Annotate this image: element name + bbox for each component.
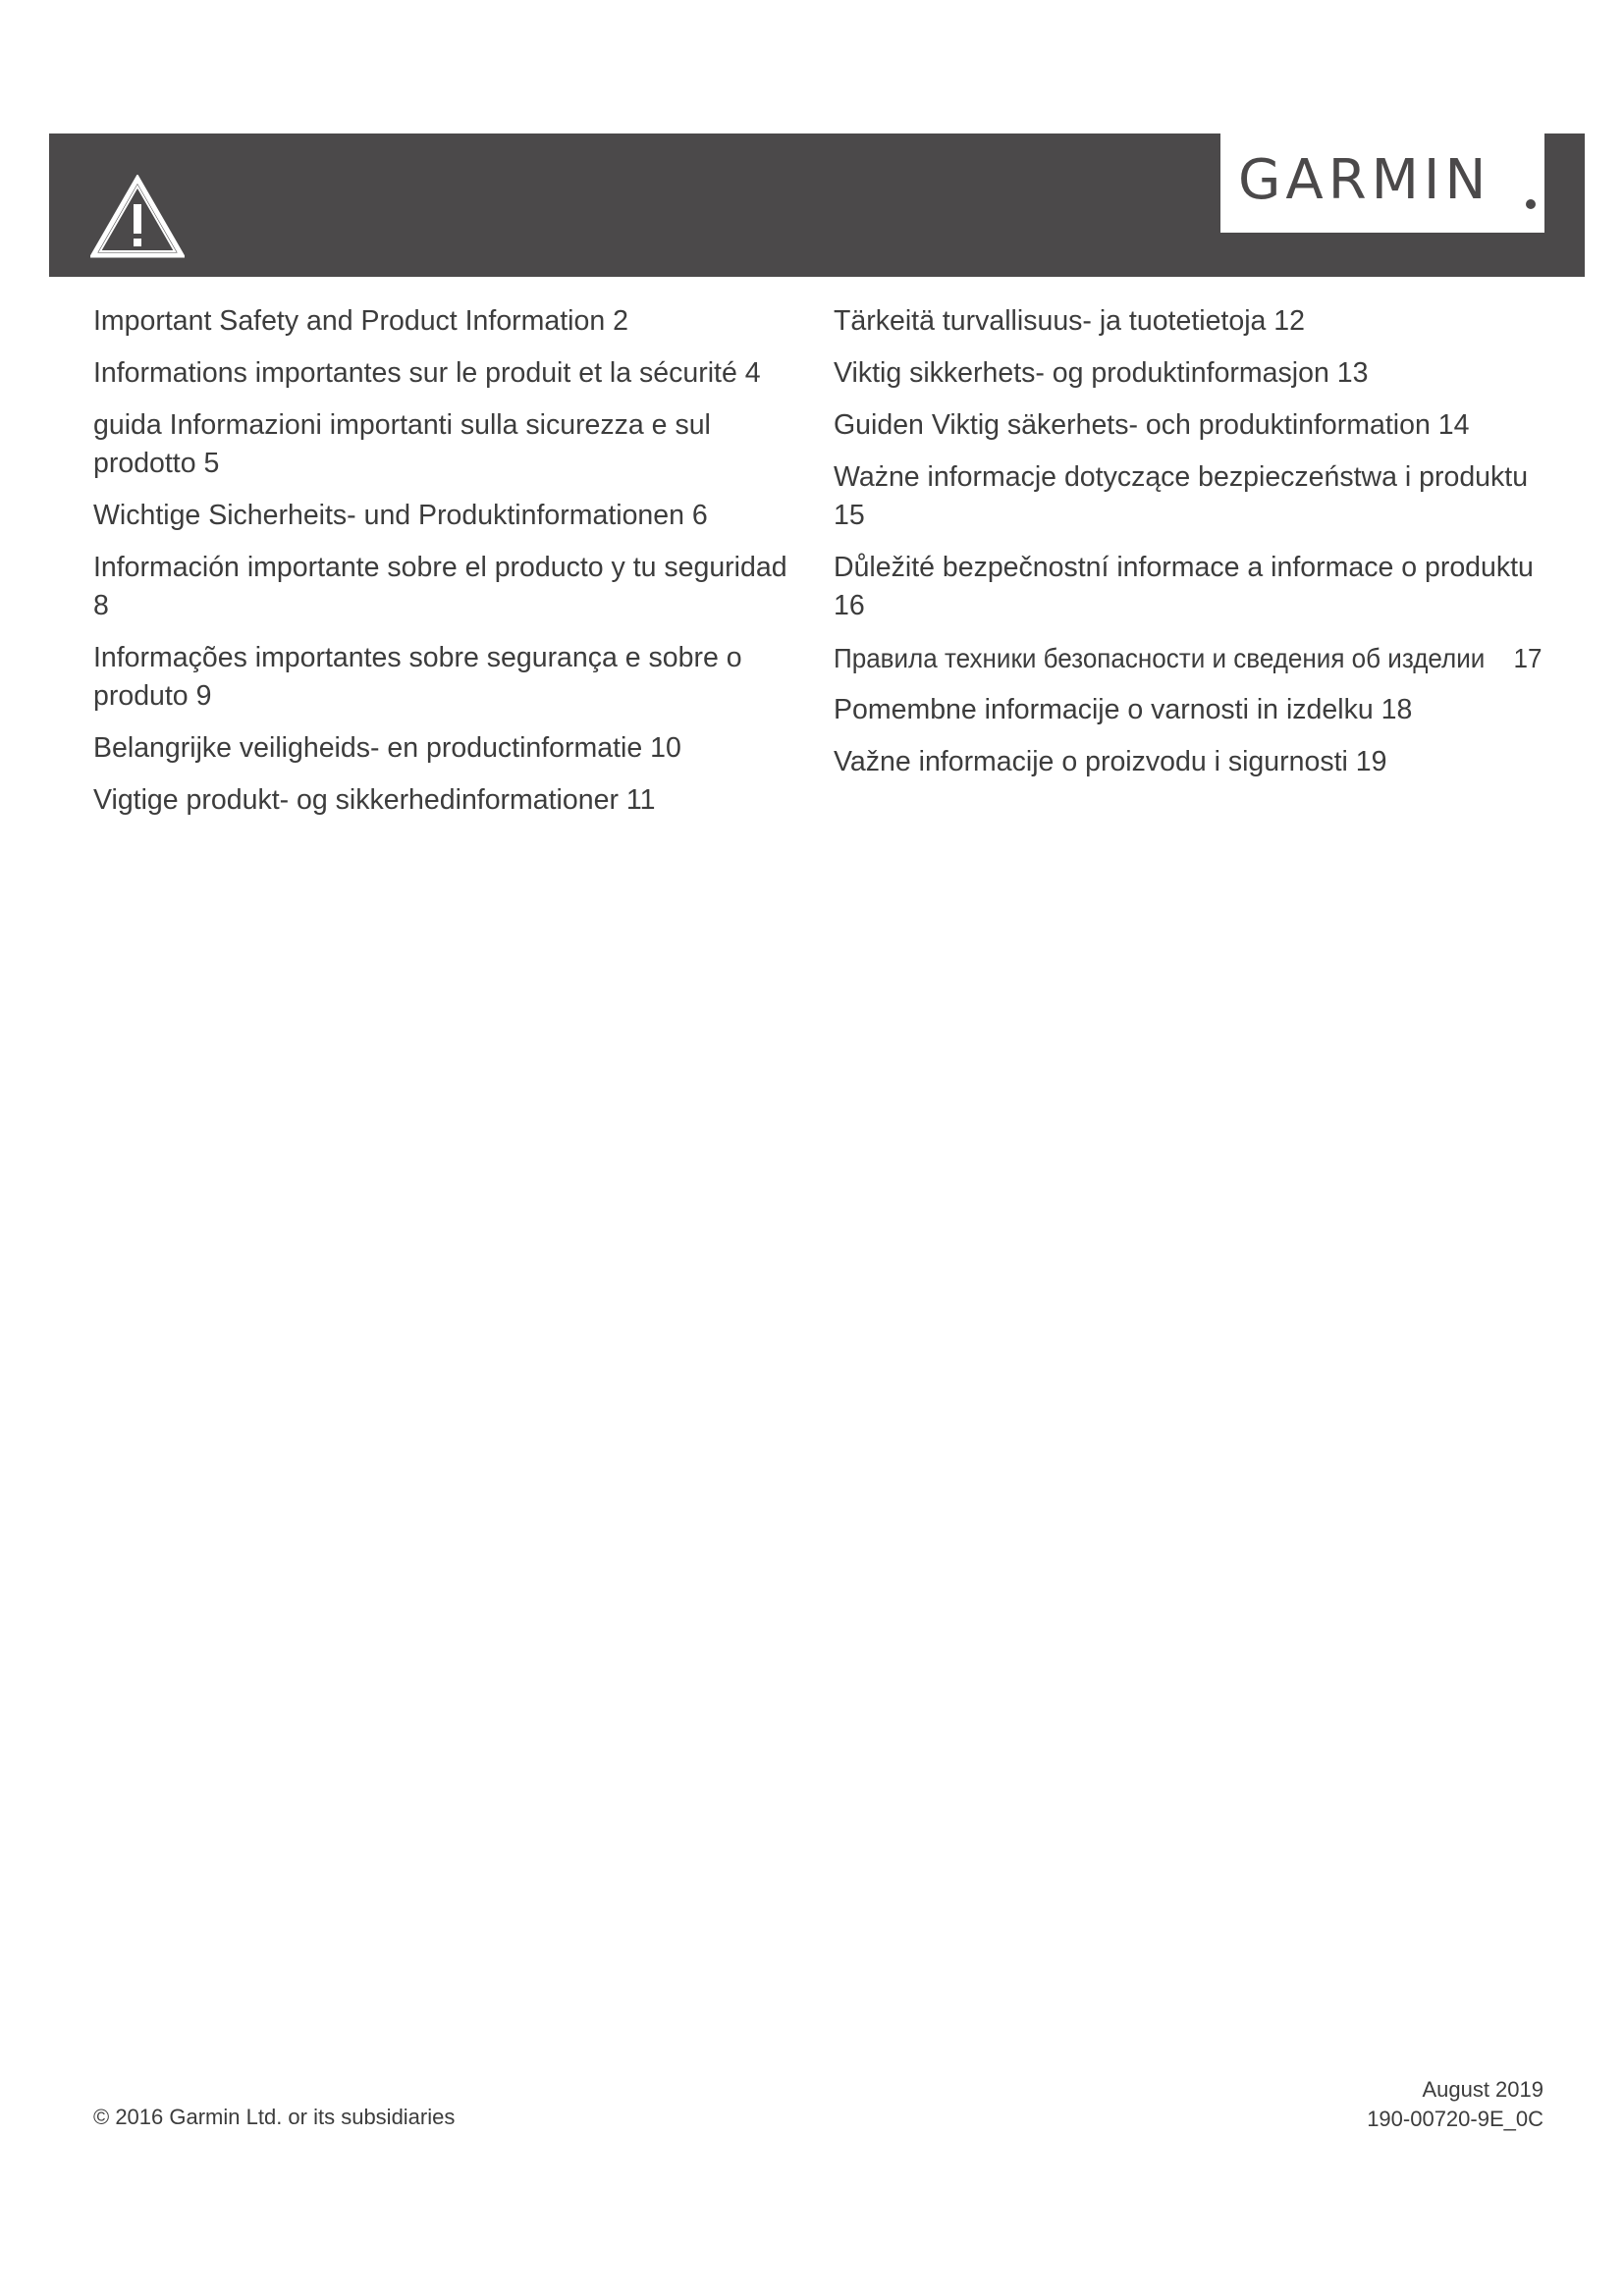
toc-entry-page: 14 [1437, 409, 1470, 441]
toc-entry-title: Viktig sikkerhets- og produktinformasjon [834, 357, 1329, 389]
toc-entry[interactable] [834, 458, 1545, 535]
toc-entry-page: 10 [650, 732, 681, 764]
toc-entry[interactable] [834, 406, 1545, 445]
toc-right-column [834, 302, 1545, 795]
publication-date: August 2019 [1422, 2077, 1543, 2102]
toc-entry-page: 11 [625, 784, 656, 816]
toc-entry-page: 15 [834, 500, 865, 531]
toc-entry-title: Informations importantes sur le produit et la sécurité [93, 357, 737, 389]
toc-entry-page: 6 [691, 500, 708, 531]
toc-entry[interactable] [93, 781, 800, 820]
toc-entry[interactable] [834, 549, 1545, 625]
document-info [1367, 2075, 1543, 2134]
toc-left-column [93, 302, 800, 833]
toc-entry-title: Wichtige Sicherheits- und Produktinformationen [93, 500, 684, 531]
logo-text: GARMIN [1238, 148, 1491, 212]
toc-entry-page: 18 [1380, 694, 1413, 725]
toc-entry-page: 9 [195, 680, 212, 712]
toc-entry-title: Vigtige produkt- og sikkerhedinformationer [93, 784, 619, 816]
toc-entry[interactable] [834, 354, 1545, 393]
toc-entry-page: 13 [1336, 357, 1369, 389]
toc-entry[interactable] [834, 691, 1545, 729]
toc-entry-title: Važne informacije o proizvodu i sigurnosti [834, 746, 1348, 777]
toc-entry-title: Información importante sobre el producto y tu seguridad [93, 552, 787, 583]
toc-entry-title: Guiden Viktig säkerhets- och produktinformation [834, 409, 1431, 441]
toc-entry-page: 8 [93, 590, 109, 621]
toc-entry-title: guida Informazioni importanti sulla sicurezza e sul prodotto [93, 409, 711, 479]
part-number: 190-00720-9E_0C [1367, 2107, 1543, 2131]
toc-entry-title: Důležité bezpečnostní informace a informace o produktu [834, 552, 1534, 583]
toc-entry[interactable] [93, 302, 800, 341]
warning-triangle-icon [90, 175, 185, 259]
toc-entry-title: Important Safety and Product Information [93, 305, 606, 337]
toc-entry-title: Pomembne informacije o varnosti in izdelku [834, 694, 1374, 725]
toc-entry-title: Informações importantes sobre segurança e sobre o produto [93, 642, 742, 712]
toc-entry[interactable] [93, 639, 800, 716]
toc-entry-title: Belangrijke veiligheids- en productinformatie [93, 732, 643, 764]
toc-entry[interactable] [834, 302, 1545, 341]
toc-entry[interactable] [93, 354, 800, 393]
toc-entry-page: 16 [834, 590, 865, 621]
toc-entry[interactable] [93, 406, 800, 483]
toc-entry-page: 19 [1355, 746, 1387, 777]
toc-entry[interactable] [834, 639, 1542, 677]
toc-entry[interactable] [93, 729, 800, 768]
copyright-text: © 2016 Garmin Ltd. or its subsidiaries [93, 2105, 456, 2129]
toc-entry-page: 12 [1273, 305, 1305, 337]
toc-entry-title: Правила техники безопасности и сведения об изделии [834, 643, 1486, 673]
toc-entry-page: 4 [744, 357, 761, 389]
toc-entry-page: 2 [613, 305, 628, 337]
toc-entry-title: Ważne informacje dotyczące bezpieczeństwa i produktu [834, 461, 1529, 493]
toc-entry-page: 17 [1513, 643, 1543, 673]
toc-entry-page: 5 [203, 448, 220, 479]
toc-entry[interactable] [834, 743, 1545, 781]
registered-mark-icon [1526, 199, 1536, 209]
garmin-logo [1220, 133, 1544, 233]
toc-entry[interactable] [93, 497, 800, 535]
toc-entry-title: Tärkeitä turvallisuus- ja tuotetietoja [834, 305, 1267, 337]
toc-entry[interactable] [93, 549, 800, 625]
